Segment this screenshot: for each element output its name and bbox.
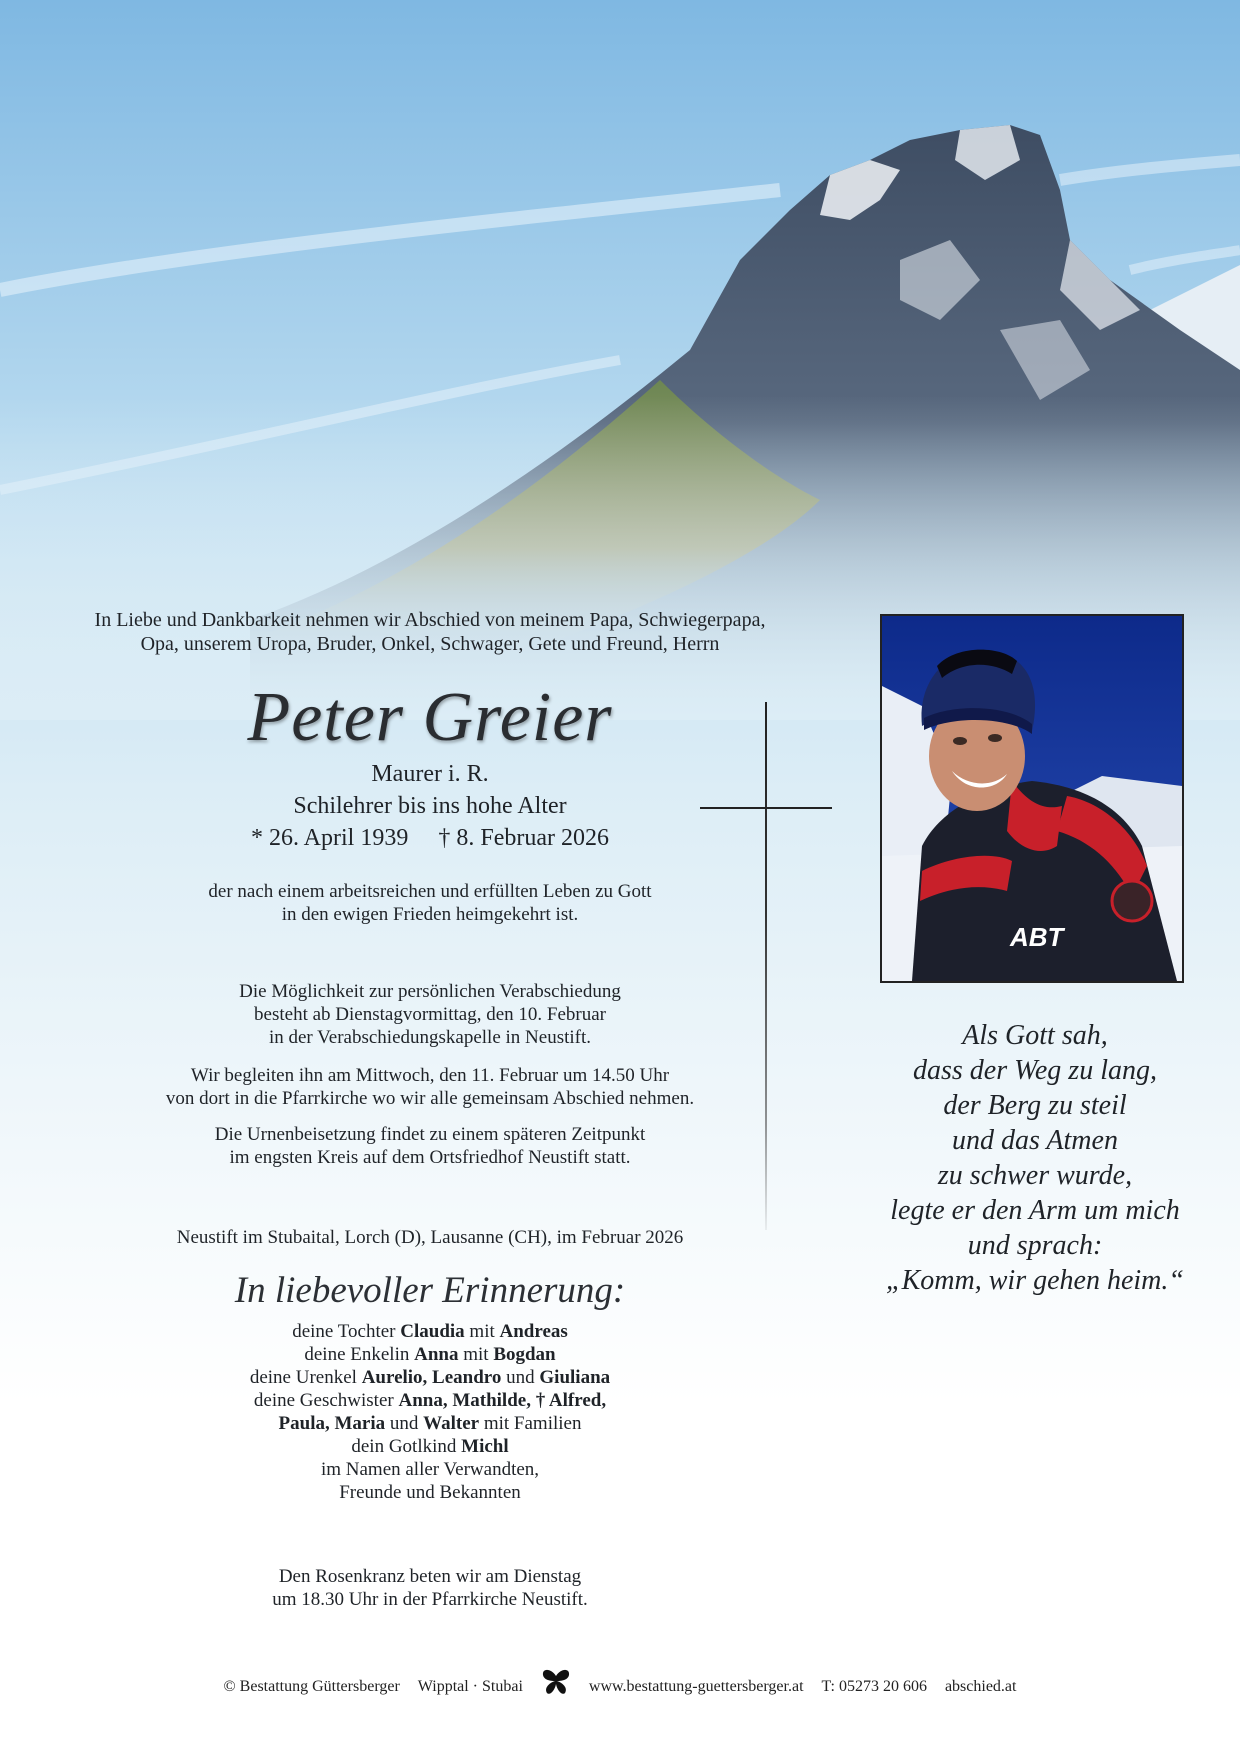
paragraph-service xyxy=(110,1064,750,1110)
text-line: im engsten Kreis auf dem Ortsfriedhof Neustift statt. xyxy=(229,1147,631,1168)
memory-title: In liebevoller Erinnerung: xyxy=(234,1270,626,1311)
butterfly-icon xyxy=(541,1668,571,1707)
poem-line: Als Gott sah, xyxy=(962,1020,1108,1051)
family-line-2: deine Enkelin Anna mit Bogdan xyxy=(304,1344,556,1365)
poem-line: und das Atmen xyxy=(952,1125,1118,1156)
footer-region: Wipptal · Stubai xyxy=(417,1678,523,1695)
cross-vertical xyxy=(765,702,767,1230)
rosary-info xyxy=(130,1565,730,1611)
family-line-7: im Namen aller Verwandten, xyxy=(320,1459,540,1480)
footer-copyright: © Bestattung Güttersberger xyxy=(223,1678,400,1695)
life-dates xyxy=(130,822,730,854)
text-line: in der Verabschiedungskapelle in Neustift. xyxy=(268,1027,592,1048)
poem-line: dass der Weg zu lang, xyxy=(913,1055,1157,1086)
poem-line: „Komm, wir gehen heim.“ xyxy=(886,1265,1184,1296)
cross-horizontal xyxy=(700,807,832,809)
poem-line: legte er den Arm um mich xyxy=(890,1195,1180,1226)
family-line-4: deine Geschwister Anna, Mathilde, † Alfred, xyxy=(253,1390,607,1411)
jacket-logo-text: ABT xyxy=(1010,922,1064,952)
occupation xyxy=(130,758,730,822)
text-line: Die Möglichkeit zur persönlichen Verabschiedung xyxy=(239,981,621,1002)
text-line: in den ewigen Frieden heimgekehrt ist. xyxy=(281,904,579,925)
footer-website-link[interactable]: www.bestattung-guettersberger.at xyxy=(588,1678,804,1695)
poem xyxy=(870,1018,1200,1298)
occupation-line-1: Maurer i. R. xyxy=(371,761,489,787)
portrait-illustration xyxy=(882,616,1182,981)
death-date: † 8. Februar 2026 xyxy=(438,825,609,851)
paragraph-farewell xyxy=(110,980,750,1049)
birth-date: * 26. April 1939 xyxy=(251,825,409,851)
text-line: besteht ab Dienstagvormittag, den 10. Februar xyxy=(254,1004,606,1025)
paragraph-passing xyxy=(110,880,750,926)
occupation-line-2: Schilehrer bis ins hohe Alter xyxy=(293,793,567,819)
poem-line: der Berg zu steil xyxy=(943,1090,1127,1121)
text-line: Die Urnenbeisetzung findet zu einem späteren Zeitpunkt xyxy=(214,1124,646,1145)
footer-phone: T: 05273 20 606 xyxy=(821,1678,927,1695)
family-line-8: Freunde und Bekannten xyxy=(339,1482,521,1503)
text-line: der nach einem arbeitsreichen und erfüllten Leben zu Gott xyxy=(208,881,652,902)
intro-line-2: Opa, unserem Uropa, Bruder, Onkel, Schwager, Gete und Freund, Herrn xyxy=(140,633,720,655)
family-line-5: Paula, Maria und Walter mit Familien xyxy=(278,1413,582,1434)
intro-text xyxy=(60,608,800,656)
family-line-6: dein Gotlkind Michl xyxy=(351,1436,509,1457)
text-line: von dort in die Pfarrkirche wo wir alle gemeinsam Abschied nehmen. xyxy=(165,1088,695,1109)
text-line: um 18.30 Uhr in der Pfarrkirche Neustift. xyxy=(272,1589,588,1610)
place-date: Neustift im Stubaital, Lorch (D), Lausanne (CH), im Februar 2026 xyxy=(176,1227,684,1248)
portrait-photo xyxy=(880,614,1184,983)
footer xyxy=(0,1672,1240,1702)
family-line-3: deine Urenkel Aurelio, Leandro und Giuliana xyxy=(249,1367,611,1388)
deceased-name: Peter Greier xyxy=(247,679,613,756)
paragraph-burial xyxy=(110,1123,750,1169)
family-list xyxy=(130,1320,730,1504)
text-line: Wir begleiten ihn am Mittwoch, den 11. Februar um 14.50 Uhr xyxy=(190,1065,670,1086)
poem-line: zu schwer wurde, xyxy=(937,1160,1133,1191)
family-line-1: deine Tochter Claudia mit Andreas xyxy=(292,1321,568,1342)
intro-line-1: In Liebe und Dankbarkeit nehmen wir Abschied von meinem Papa, Schwiegerpapa, xyxy=(94,609,766,631)
text-line: Den Rosenkranz beten wir am Dienstag xyxy=(278,1566,582,1587)
poem-line: und sprach: xyxy=(967,1230,1103,1261)
footer-site-link[interactable]: abschied.at xyxy=(944,1678,1017,1695)
